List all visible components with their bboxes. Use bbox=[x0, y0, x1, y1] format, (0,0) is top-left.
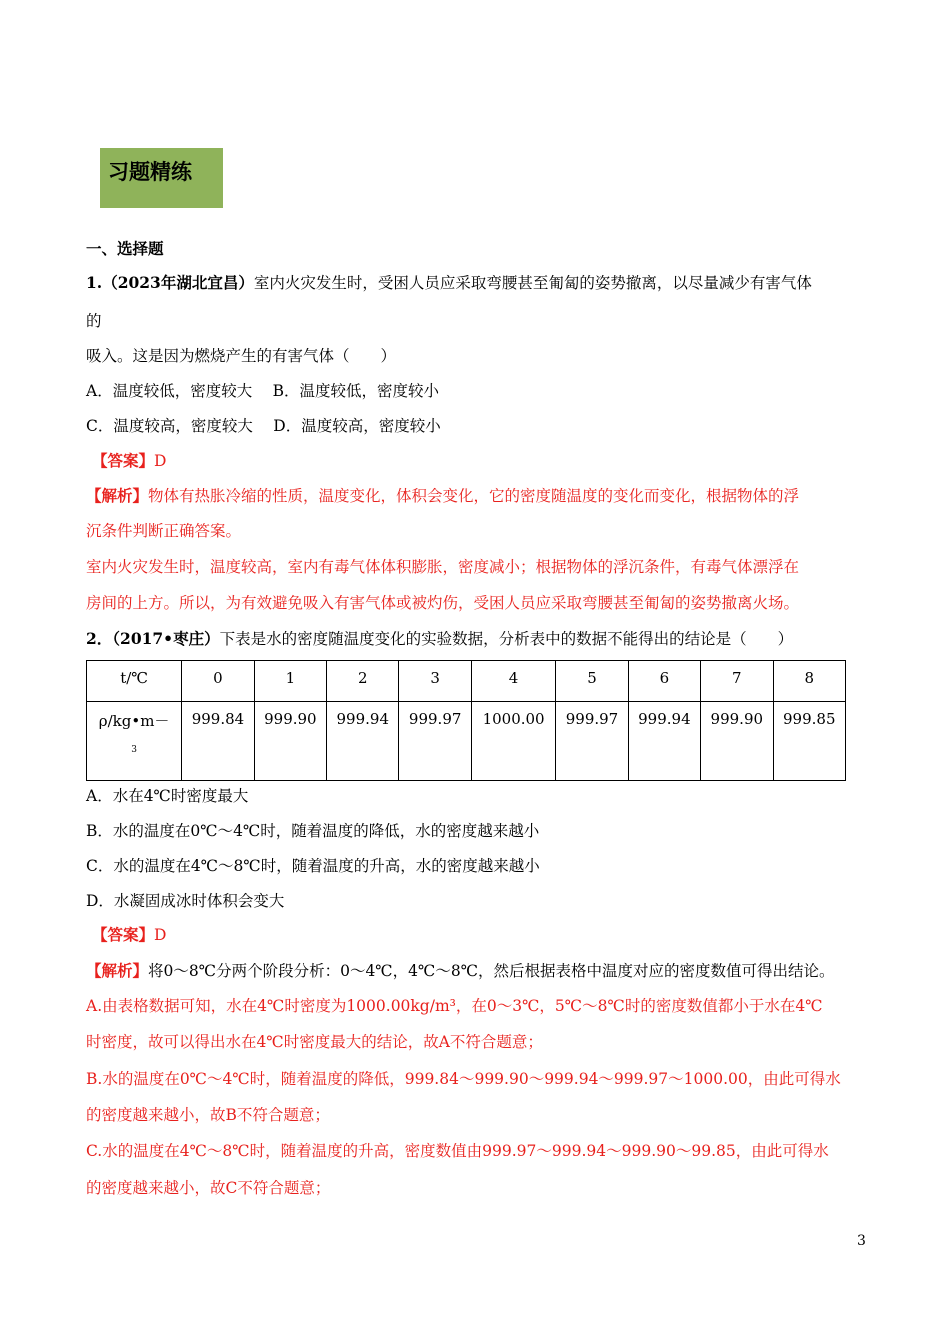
q2-source: （2017•枣庄） bbox=[112, 629, 220, 648]
density-cell: 999.84 bbox=[182, 702, 254, 781]
density-cell: 999.94 bbox=[327, 702, 399, 781]
q1-analysis-line3: 室内火灾发生时，温度较高，室内有毒气体体积膨胀，密度减小；根据物体的浮沉条件，有毒气体漂浮在 bbox=[86, 558, 800, 576]
density-cell: 1000.00 bbox=[471, 702, 555, 781]
q1-analysis-line2: 沉条件判断正确答案。 bbox=[86, 522, 242, 540]
q2-answer-label: 【答案】 bbox=[92, 925, 155, 944]
temp-cell: 3 bbox=[399, 661, 471, 702]
density-cell: 999.90 bbox=[701, 702, 773, 781]
page-number: 3 bbox=[857, 1233, 866, 1249]
q1-answer bbox=[92, 450, 166, 472]
temp-cell: 0 bbox=[182, 661, 254, 702]
density-header: ρ/kg•m－ 3 bbox=[87, 702, 182, 781]
q1-analysis-line1: 【解析】物体有热胀冷缩的性质，温度变化，体积会变化，它的密度随温度的变化而变化，根据物体的浮 bbox=[86, 486, 800, 505]
density-cell: 999.90 bbox=[254, 702, 326, 781]
q1-stem-line2: 的 bbox=[86, 312, 102, 330]
temperature-row bbox=[87, 661, 846, 702]
temp-cell: 1 bbox=[254, 661, 326, 702]
q2-answer bbox=[92, 924, 166, 946]
density-table bbox=[86, 660, 846, 781]
q1-analysis-line4: 房间的上方。所以，为有效避免吸入有害气体或被灼伤，受困人员应采取弯腰甚至匍匐的姿势撤离火场。 bbox=[86, 594, 800, 612]
section-heading: 一、选择题 bbox=[86, 239, 164, 258]
density-cell: 999.94 bbox=[628, 702, 700, 781]
banner-title: 习题精练 bbox=[108, 160, 192, 184]
section-banner bbox=[100, 148, 223, 208]
q2-analysis-a-line1: A.由表格数据可知，水在4℃时密度为1000.00kg/m³，在0～3℃，5℃～8℃时的密度数值都小于水在4℃ bbox=[86, 997, 823, 1015]
q1-answer-label: 【答案】 bbox=[92, 451, 155, 470]
temperature-header: t/℃ bbox=[87, 661, 182, 702]
q2-analysis-line1: 【解析】将0～8℃分两个阶段分析：0～4℃，4℃～8℃，然后根据表格中温度对应的密度数值可得出结论。 bbox=[86, 961, 835, 980]
q1-answer-value: D bbox=[154, 452, 167, 470]
q1-source: （2023年湖北宜昌） bbox=[102, 273, 254, 292]
q1-stem-line3: 吸入。这是因为燃烧产生的有害气体（ ） bbox=[86, 347, 397, 365]
q2-option-b: B．水的温度在0℃～4℃时，随着温度的降低，水的密度越来越小 bbox=[86, 822, 540, 840]
q2-option-c: C．水的温度在4℃～8℃时，随着温度的升高，水的密度越来越小 bbox=[86, 857, 540, 875]
temp-cell: 4 bbox=[471, 661, 555, 702]
q2-option-a: A．水在4℃时密度最大 bbox=[86, 787, 249, 805]
q2-stem-text: 下表是水的密度随温度变化的实验数据，分析表中的数据不能得出的结论是（ ） bbox=[219, 630, 794, 648]
temp-cell: 5 bbox=[556, 661, 628, 702]
q2-answer-value: D bbox=[154, 926, 167, 944]
density-row bbox=[87, 702, 846, 781]
density-cell: 999.97 bbox=[556, 702, 628, 781]
temp-cell: 7 bbox=[701, 661, 773, 702]
temp-cell: 8 bbox=[773, 661, 846, 702]
q2-analysis-c-line2: 的密度越来越小，故C不符合题意； bbox=[86, 1179, 331, 1197]
temp-cell: 2 bbox=[327, 661, 399, 702]
q1-stem-text: 室内火灾发生时，受困人员应采取弯腰甚至匍匐的姿势撤离，以尽量减少有害气体 bbox=[253, 274, 812, 292]
q2-number: 2． bbox=[86, 629, 113, 648]
q1-options-cd: C．温度较高，密度较大 D．温度较高，密度较小 bbox=[86, 417, 441, 435]
q1-analysis-label: 【解析】 bbox=[86, 486, 149, 505]
temp-cell: 6 bbox=[628, 661, 700, 702]
density-cell: 999.85 bbox=[773, 702, 846, 781]
density-cell: 999.97 bbox=[399, 702, 471, 781]
q2-analysis-c-line1: C.水的温度在4℃～8℃时，随着温度的升高，密度数值由999.97～999.94～999.90～99.85，由此可得水 bbox=[86, 1142, 829, 1160]
q2-option-d: D．水凝固成冰时体积会变大 bbox=[86, 892, 285, 910]
q1-number: 1. bbox=[86, 273, 103, 292]
q2-analysis-a-line2: 时密度，故可以得出水在4℃时密度最大的结论，故A不符合题意； bbox=[86, 1033, 543, 1051]
q2-stem bbox=[86, 628, 793, 650]
q2-analysis-label: 【解析】 bbox=[86, 961, 149, 980]
q2-analysis-b-line2: 的密度越来越小，故B不符合题意； bbox=[86, 1106, 330, 1124]
q2-analysis-b-line1: B.水的温度在0℃～4℃时，随着温度的降低，999.84～999.90～999.94～999.97～1000.00，由此可得水 bbox=[86, 1070, 841, 1088]
q1-options-ab: A．温度较低，密度较大 B．温度较低，密度较小 bbox=[86, 382, 440, 400]
q1-stem-line1 bbox=[86, 272, 812, 294]
